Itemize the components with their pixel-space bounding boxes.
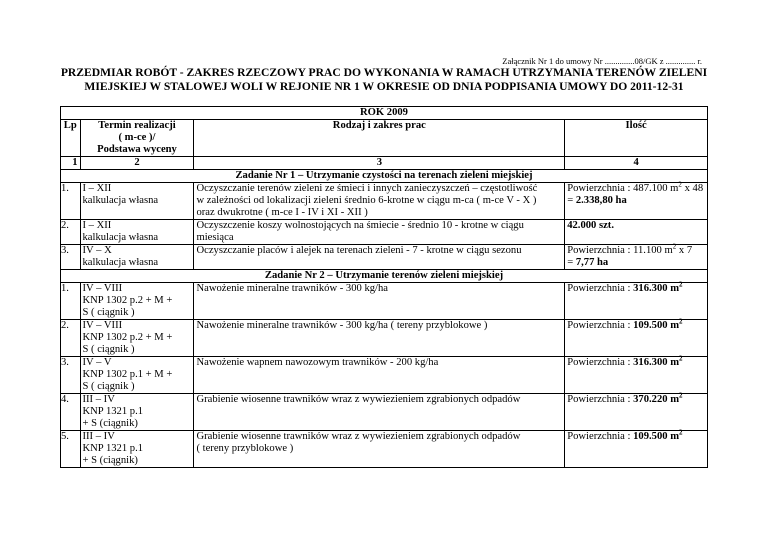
row-lp: 3. (61, 357, 81, 394)
row-term: IV – VIII KNP 1302 p.2 + M + S ( ciągnik ) (80, 283, 194, 320)
row-term: I – XII kalkulacja własna (80, 183, 194, 220)
header-desc: Rodzaj i zakres prac (194, 120, 565, 157)
row-desc: Nawożenie wapnem nawozowym trawników - 200 kg/ha (194, 357, 565, 394)
row-qty: 42.000 szt. (565, 220, 708, 245)
row-lp: 4. (61, 394, 81, 431)
row-lp: 5. (61, 431, 81, 468)
table-row (61, 220, 708, 245)
row-desc: Nawożenie mineralne trawników - 300 kg/ha ( tereny przyblokowe ) (194, 320, 565, 357)
row-desc: Grabienie wiosenne trawników wraz z wywiezieniem zgrabionych odpadów ( tereny przyblokowe ) (194, 431, 565, 468)
section-row (61, 270, 708, 283)
row-lp: 2. (61, 220, 81, 245)
table-row (61, 320, 708, 357)
table-row (61, 245, 708, 270)
row-term: IV – X kalkulacja własna (80, 245, 194, 270)
row-qty: Powierzchnia : 316.300 $m^2$ (565, 357, 708, 394)
row-qty: Powierzchnia : 109.500 $m^2$ (565, 431, 708, 468)
header-term: Termin realizacji ( m-ce )/ Podstawa wyceny (80, 120, 194, 157)
row-term: III – IV KNP 1321 p.1 + S (ciągnik) (80, 394, 194, 431)
row-desc: Oczyszczanie placów i alejek na terenach zieleni - 7 - krotne w ciągu sezonu (194, 245, 565, 270)
row-term: III – IV KNP 1321 p.1 + S (ciągnik) (80, 431, 194, 468)
col-number-1: 1 (61, 157, 81, 170)
row-term: IV – V KNP 1302 p.1 + M + S ( ciągnik ) (80, 357, 194, 394)
row-qty: Powierzchnia : 316.300 $m^2$ (565, 283, 708, 320)
header-lp: Lp (61, 120, 81, 157)
section-title: Zadanie Nr 1 – Utrzymanie czystości na terenach zieleni miejskiej (61, 170, 708, 183)
annex-note: Załącznik Nr 1 do umowy Nr ..............08/GK z .............. r. (502, 56, 702, 66)
row-desc: Oczyszczanie terenów zieleni ze śmieci i innych zanieczyszczeń – częstotliwość w zależności od lokalizacji zieleni średnio 6-krotne w ciągu m-ca ( m-ce V - X ) oraz dwukrotne ( m-ce I - IV i XI - XII ) (194, 183, 565, 220)
table-row (61, 394, 708, 431)
row-qty: Powierzchnia : 109.500 $m^2$ (565, 320, 708, 357)
header-qty: Ilość (565, 120, 708, 157)
table-row (61, 357, 708, 394)
row-desc: Nawożenie mineralne trawników - 300 kg/ha (194, 283, 565, 320)
row-lp: 1. (61, 283, 81, 320)
section-row (61, 170, 708, 183)
table-row (61, 431, 708, 468)
row-lp: 2. (61, 320, 81, 357)
table-row (61, 183, 708, 220)
section-title: Zadanie Nr 2 – Utrzymanie terenów zieleni miejskiej (61, 270, 708, 283)
row-desc: Oczyszczenie koszy wolnostojących na śmiecie - średnio 10 - krotne w ciągu miesiąca (194, 220, 565, 245)
col-number-4: 4 (565, 157, 708, 170)
col-number-2: 2 (80, 157, 194, 170)
row-lp: 3. (61, 245, 81, 270)
year-cell: ROK 2009 (61, 107, 708, 120)
row-term: IV – VIII KNP 1302 p.2 + M + S ( ciągnik ) (80, 320, 194, 357)
table-row (61, 283, 708, 320)
column-number-row (61, 157, 708, 170)
document-title (60, 66, 708, 94)
row-desc: Grabienie wiosenne trawników wraz z wywiezieniem zgrabionych odpadów (194, 394, 565, 431)
title-line-1: PRZEDMIAR ROBÓT - ZAKRES RZECZOWY PRAC DO WYKONANIA W RAMACH UTRZYMANIA TERENÓW ZIELENI (60, 66, 708, 79)
row-qty: Powierzchnia : 370.220 $m^2$ (565, 394, 708, 431)
col-number-3: 3 (194, 157, 565, 170)
year-row (61, 107, 708, 120)
header-row (61, 120, 708, 157)
row-qty: Powierzchnia : 11.100 $m^2$ x 7 = 7,77 ha (565, 245, 708, 270)
row-lp: 1. (61, 183, 81, 220)
row-term: I – XII kalkulacja własna (80, 220, 194, 245)
title-line-2: MIEJSKIEJ W STALOWEJ WOLI W REJONIE NR 1 W OKRESIE OD DNIA PODPISANIA UMOWY DO 2011-12-31 (84, 80, 684, 93)
row-qty: Powierzchnia : 487.100 $m^2$ x 48 = 2.338,80 ha (565, 183, 708, 220)
works-table (60, 106, 708, 468)
